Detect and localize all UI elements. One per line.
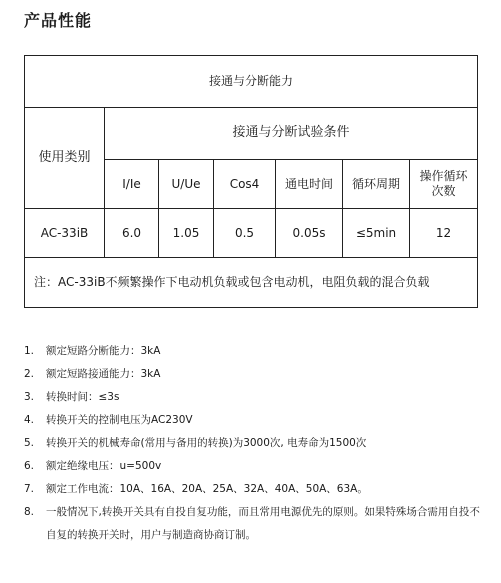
list-item: 6. 额定绝缘电压：u=500v <box>24 460 162 472</box>
list-item: 3. 转换时间：≤3s <box>24 391 120 403</box>
list-item: 7. 额定工作电流：10A、16A、20A、25A、32A、40A、50A、63A。 <box>24 483 368 495</box>
spec-list <box>24 340 489 547</box>
column-header: 通电时间 <box>276 160 343 209</box>
table-cell: 0.5 <box>214 209 276 258</box>
list-item: 8. 一般情况下,转换开关具有自投自复功能，而且常用电源优先的原则。如果特殊场合需用自投不自复的转换开关时，用户与制造商协商订制。 <box>24 506 480 541</box>
list-item: 1. 额定短路分断能力：3kA <box>24 345 161 357</box>
table-note <box>25 258 478 308</box>
table-row <box>25 209 478 258</box>
column-header: 循环周期 <box>343 160 410 209</box>
category-header: 使用类别 <box>25 108 105 209</box>
table-cell: 12 <box>410 209 478 258</box>
table-cell: 1.05 <box>159 209 214 258</box>
note-text: AC-33iB不频繁操作下电动机负载或包含电动机，电阻负载的混合负载 <box>58 275 430 289</box>
table-cell: AC-33iB <box>25 209 105 258</box>
table-cell: ≤5min <box>343 209 410 258</box>
note-label: 注： <box>34 275 59 289</box>
list-item: 2. 额定短路接通能力：3kA <box>24 368 161 380</box>
page-title: 产品性能 <box>24 11 93 30</box>
table-header-top: 接通与分断能力 <box>25 56 478 108</box>
list-item: 5. 转换开关的机械寿命(常用与备用的转换)为3000次, 电寿命为1500次 <box>24 437 367 449</box>
table-cell: 6.0 <box>105 209 159 258</box>
list-item: 4. 转换开关的控制电压为AC230V <box>24 414 193 426</box>
table-cell: 0.05s <box>276 209 343 258</box>
column-header: U/Ue <box>159 160 214 209</box>
conditions-header: 接通与分断试验条件 <box>105 108 478 160</box>
performance-table <box>24 55 478 308</box>
column-header: Cos4 <box>214 160 276 209</box>
column-header: 操作循环次数 <box>410 160 478 209</box>
column-header: I/Ie <box>105 160 159 209</box>
